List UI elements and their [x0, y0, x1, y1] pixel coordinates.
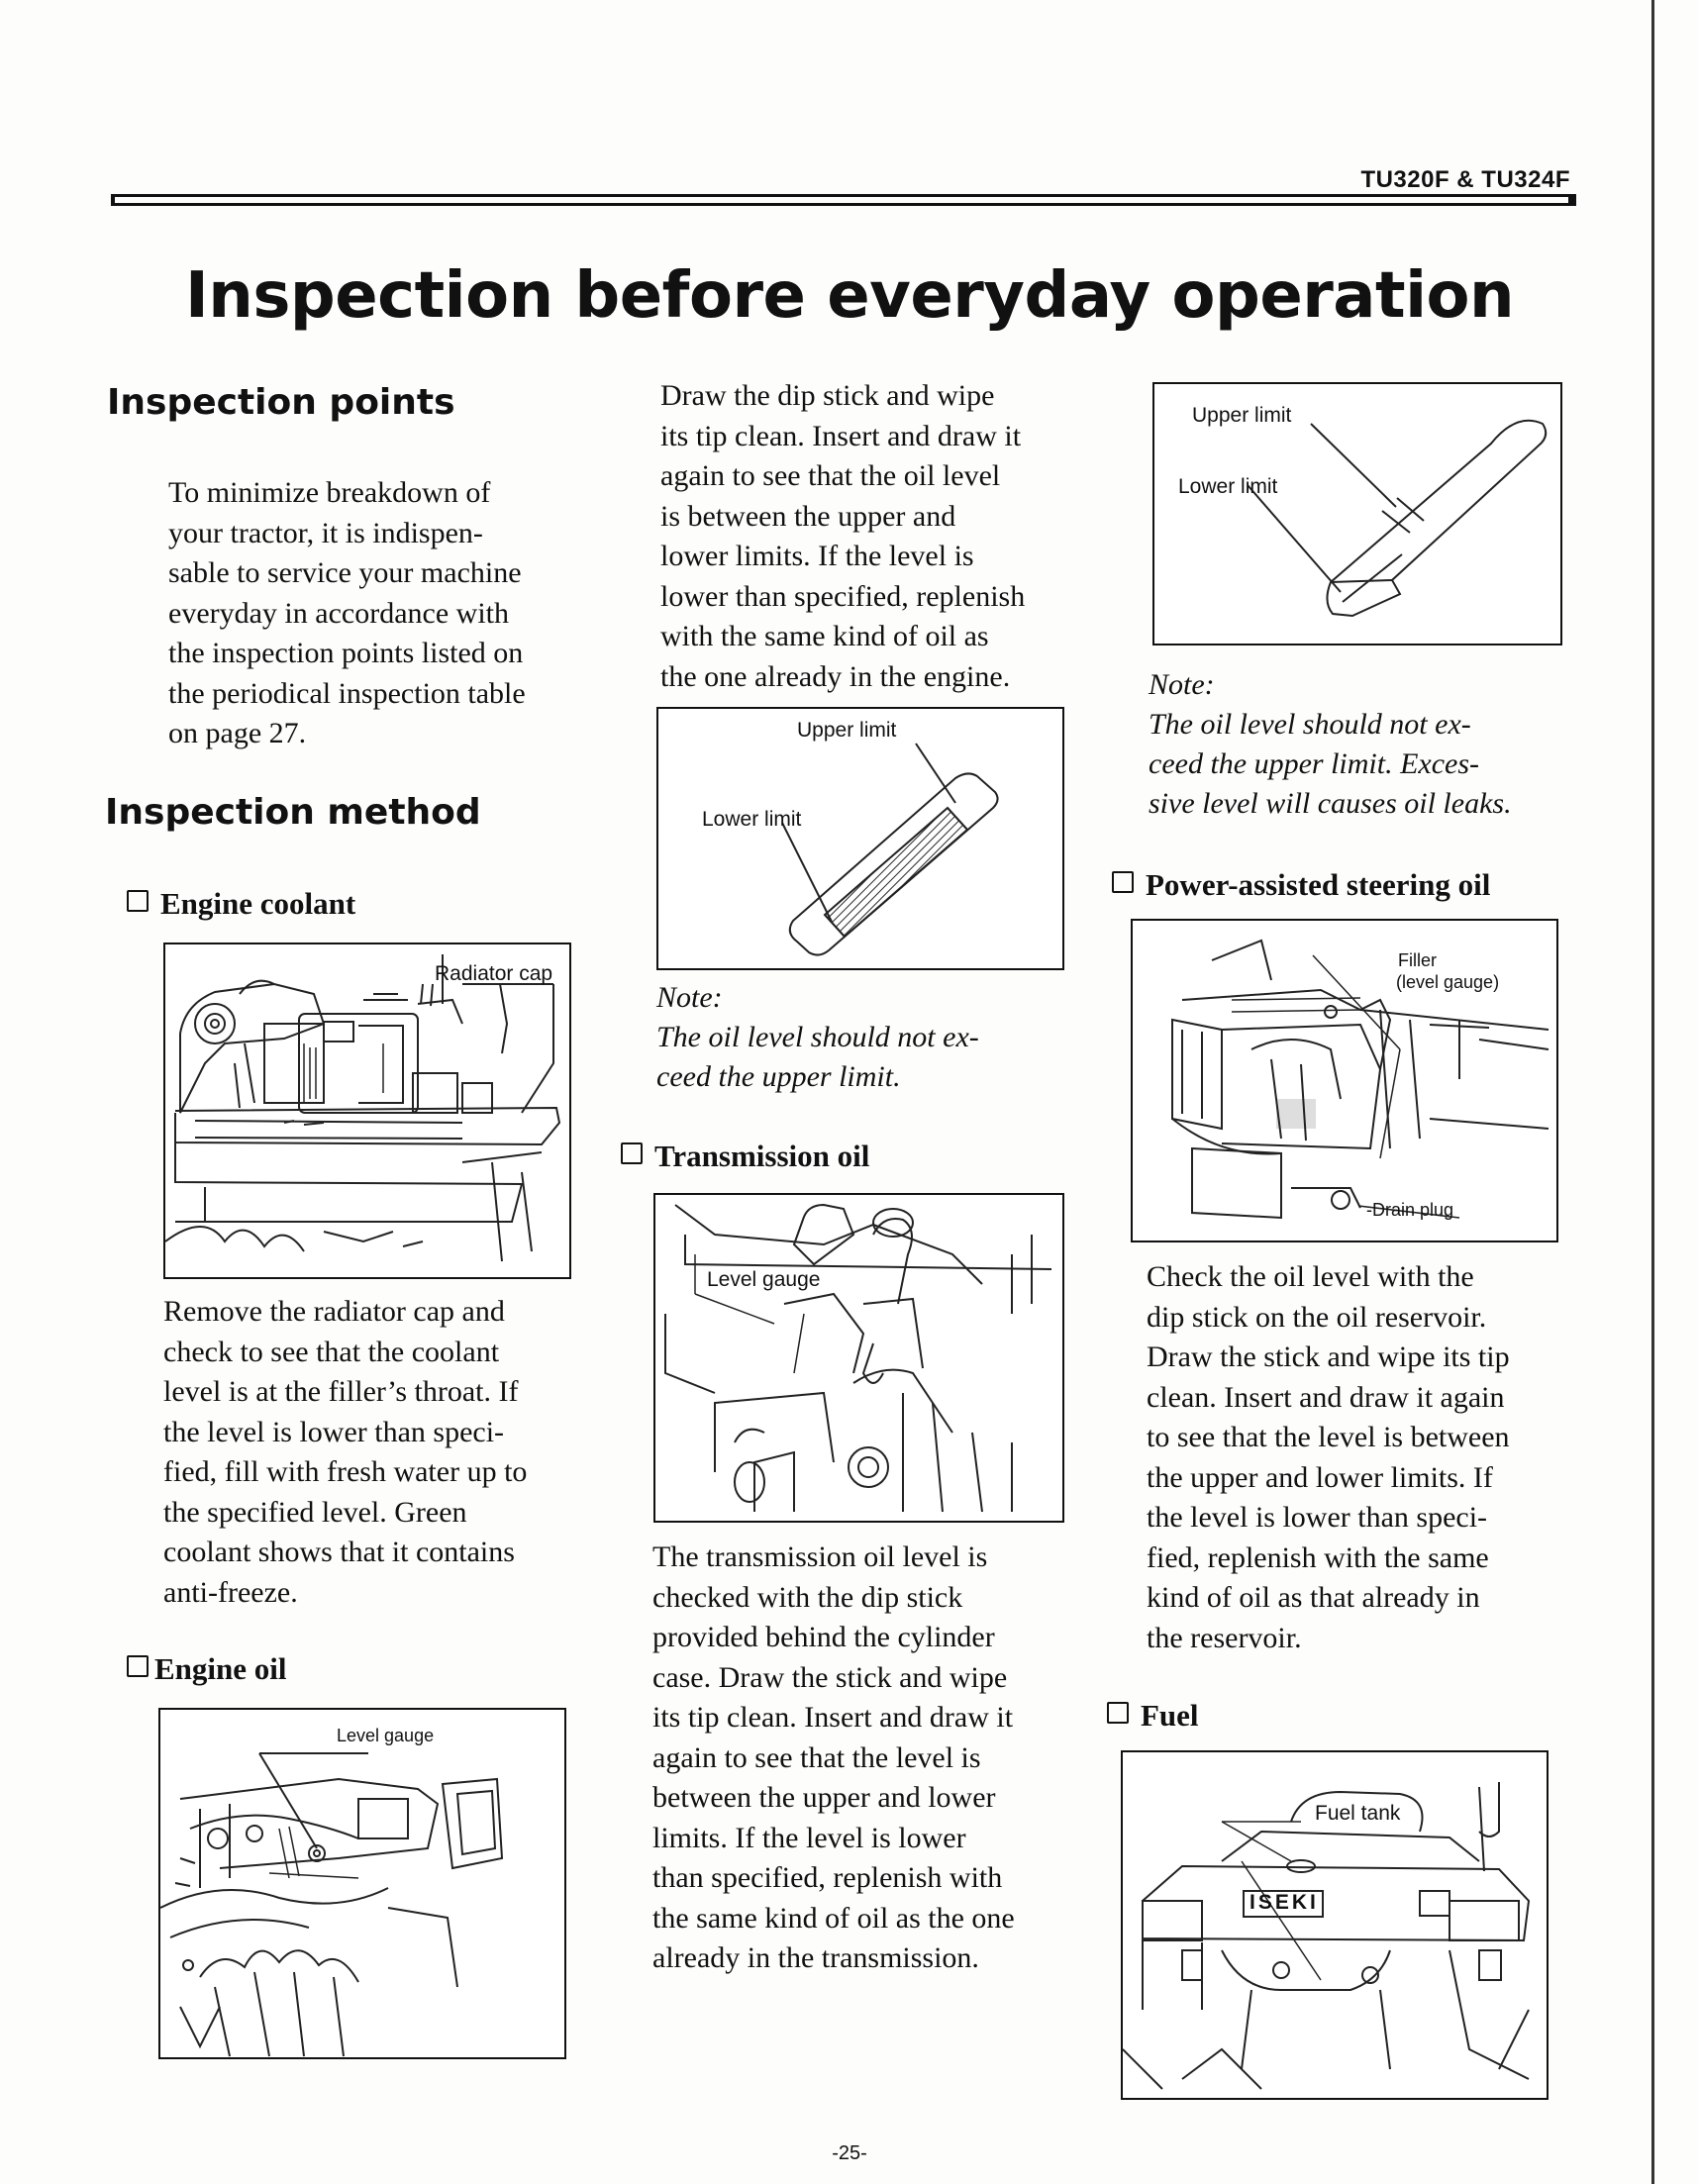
lower-limit-label: Lower limit	[702, 808, 802, 831]
text-line: The transmission oil level is	[652, 1540, 988, 1573]
text-line: sive level will causes oil leaks.	[1149, 787, 1512, 820]
text-line: the specified level. Green	[163, 1495, 467, 1529]
text-line: sable to service your machine	[168, 556, 522, 589]
fuel-tank-label: Fuel tank	[1315, 1802, 1401, 1825]
text-line: to see that the level is between	[1147, 1421, 1510, 1453]
text-line: level is at the filler’s throat. If	[163, 1375, 519, 1408]
inspection-points-text	[168, 473, 526, 754]
text-line: case. Draw the stick and wipe	[652, 1660, 1008, 1694]
text-line: ceed the upper limit.	[656, 1060, 901, 1093]
text-line: fied, replenish with the same	[1147, 1540, 1489, 1574]
power-steering-illustration	[1133, 921, 1556, 1241]
text-line: the upper and lower limits. If	[1147, 1460, 1493, 1494]
checkbox-icon	[127, 890, 149, 912]
text-line: fied, fill with fresh water up to	[163, 1455, 528, 1488]
power-steering-figure	[1131, 919, 1558, 1242]
text-line: everyday in accordance with	[168, 596, 509, 630]
fuel-figure	[1121, 1750, 1549, 2100]
section-label: Engine oil	[154, 1651, 287, 1686]
transmission-figure	[653, 1193, 1064, 1523]
text-line: the level is lower than speci-	[1147, 1501, 1488, 1534]
text-line: lower limits. If the level is	[660, 540, 974, 572]
text-line: between the upper and lower	[652, 1781, 996, 1814]
lower-limit-label: Lower limit	[1178, 475, 1278, 498]
text-line: ceed the upper limit. Exces-	[1149, 747, 1480, 780]
text-line: the one already in the engine.	[660, 659, 1011, 693]
text-line: the reservoir.	[1147, 1621, 1302, 1654]
text-line: with the same kind of oil as	[660, 620, 989, 652]
checkbox-icon	[621, 1142, 643, 1164]
engine-coolant-heading	[127, 886, 355, 922]
level-gauge-label: Level gauge	[337, 1726, 435, 1745]
dipstick-limit-figure	[1152, 382, 1562, 645]
text-line: checked with the dip stick	[652, 1580, 963, 1614]
section-label: Engine coolant	[160, 886, 356, 921]
steering-text	[1147, 1257, 1510, 1658]
engine-coolant-figure	[163, 943, 571, 1279]
note-label: Note:	[1149, 668, 1215, 701]
section-label: Transmission oil	[654, 1139, 870, 1173]
note-block	[656, 978, 979, 1097]
model-header: TU320F & TU324F	[1360, 166, 1570, 193]
filler-label: Filler	[1398, 950, 1437, 970]
text-line: To minimize breakdown of	[168, 476, 491, 509]
text-line: The oil level should not ex-	[1149, 708, 1471, 741]
transmission-text	[652, 1538, 1015, 1979]
text-line: The oil level should not ex-	[656, 1021, 979, 1053]
text-line: Draw the stick and wipe its tip	[1147, 1340, 1510, 1373]
transmission-oil-heading	[621, 1139, 869, 1174]
dipstick-figure	[656, 707, 1064, 970]
text-line: coolant shows that it contains	[163, 1536, 515, 1568]
text-line: the level is lower than speci-	[163, 1415, 505, 1448]
text-line: again to see that the oil level	[660, 459, 1001, 492]
text-line: dip stick on the oil reservoir.	[1147, 1300, 1487, 1334]
power-steering-oil-heading	[1112, 867, 1490, 903]
coolant-text	[163, 1292, 527, 1613]
transmission-illustration	[655, 1195, 1062, 1521]
checkbox-icon	[1107, 1702, 1129, 1724]
text-line: again to see that the level is	[652, 1740, 981, 1774]
text-line: the periodical inspection table	[168, 676, 526, 710]
text-line: kind of oil as that already in	[1147, 1581, 1480, 1614]
checkbox-icon	[1112, 871, 1134, 893]
engine-oil-heading	[127, 1651, 287, 1687]
engine-oil-illustration	[160, 1710, 564, 2057]
filler-level-gauge-label: (level gauge)	[1396, 972, 1500, 992]
text-line: Draw the dip stick and wipe	[660, 379, 995, 412]
note-label: Note:	[656, 981, 723, 1014]
inspection-method-heading: Inspection method	[105, 792, 481, 833]
upper-limit-label: Upper limit	[1192, 404, 1292, 427]
iseki-logo: ISEKI	[1249, 1891, 1319, 1914]
text-line: its tip clean. Insert and draw it	[652, 1701, 1014, 1734]
upper-limit-label: Upper limit	[797, 719, 897, 742]
dipstick-illustration	[658, 709, 1062, 968]
engine-illustration	[165, 944, 569, 1277]
text-line: provided behind the cylinder	[652, 1621, 995, 1653]
page-number: -25-	[832, 2142, 867, 2164]
text-line: its tip clean. Insert and draw it	[660, 419, 1022, 452]
fuel-heading	[1107, 1698, 1199, 1734]
text-line: your tractor, it is indispen-	[168, 516, 483, 549]
inspection-points-heading: Inspection points	[107, 382, 455, 423]
text-line: on page 27.	[168, 717, 307, 749]
text-line: lower than specified, replenish	[660, 579, 1026, 613]
text-line: is between the upper and	[660, 499, 956, 533]
text-line: than specified, replenish with	[652, 1861, 1003, 1894]
section-label: Fuel	[1141, 1698, 1199, 1733]
text-line: anti-freeze.	[163, 1575, 298, 1609]
level-gauge-label: Level gauge	[707, 1268, 821, 1291]
drain-plug-label: -Drain plug	[1366, 1200, 1454, 1220]
section-label: Power-assisted steering oil	[1146, 867, 1491, 902]
text-line: limits. If the level is lower	[652, 1821, 966, 1854]
text-line: the inspection points listed on	[168, 637, 524, 669]
engine-oil-figure	[158, 1708, 566, 2059]
text-line: Check the oil level with the	[1147, 1260, 1474, 1293]
checkbox-icon	[127, 1655, 149, 1677]
text-line: check to see that the coolant	[163, 1335, 500, 1368]
text-line: already in the transmission.	[652, 1941, 979, 1974]
text-line: Remove the radiator cap and	[163, 1295, 505, 1328]
text-line: the same kind of oil as the one	[652, 1901, 1015, 1935]
page-title: Inspection before everyday operation	[184, 259, 1515, 333]
note-block	[1149, 665, 1512, 824]
header-rule	[111, 194, 1576, 206]
text-line: clean. Insert and draw it again	[1147, 1380, 1505, 1414]
dipstick-text	[660, 376, 1025, 697]
radiator-cap-label: Radiator cap	[435, 962, 553, 985]
